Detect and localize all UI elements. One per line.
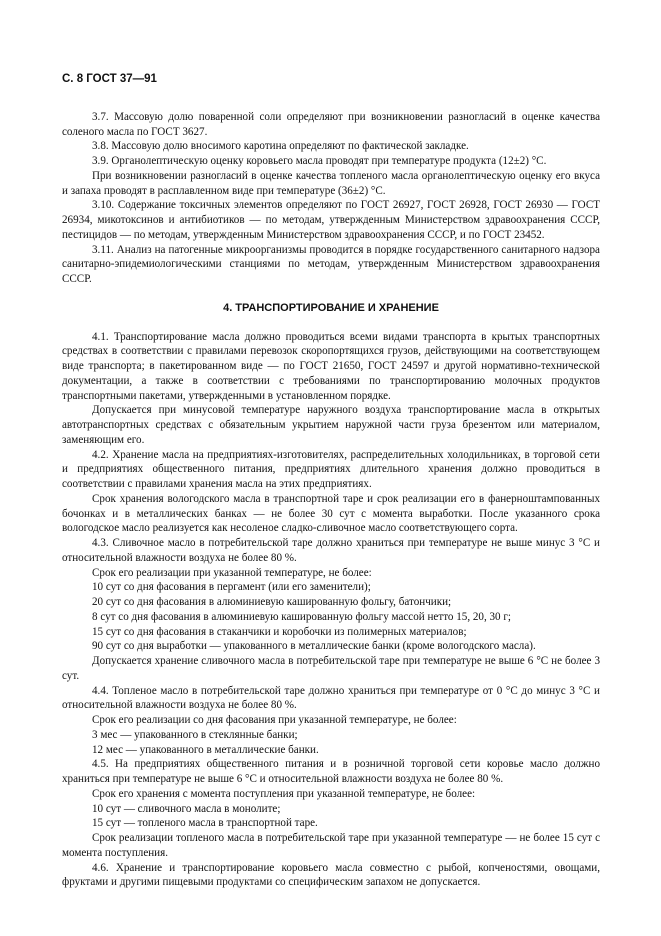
- paragraph: 10 сут — сливочного масла в монолите;: [92, 802, 281, 815]
- paragraph: Допускается хранение сливочного масла в потребительской таре при температуре не выше 6 °С не более 3 сут.: [62, 655, 600, 682]
- paragraph: 3.7. Массовую долю поваренной соли определяют при возникновении разногласий в оценке качества соленого масла по ГОСТ 3627.: [62, 110, 600, 138]
- section-3-paragraphs: [62, 110, 600, 287]
- paragraph: При возникновении разногласий в оценке качества топленого масла органолептическую оценку его вкуса и запаха проводят в расплавленном виде при температуре (36±2) °С.: [62, 169, 600, 197]
- paragraph: 4.1. Транспортирование масла должно проводиться всеми видами транспорта в крытых транспортных средствах в соответствии с правилами перевозок скоропортящихся грузов, действующими на соответствующем виде транспорта; в пакетированном виде — по ГОСТ 21650, ГОСТ 24597 и другой нормативно-технической документации, а также в соответствии с требованиями по транспортированию молочных продуктов транспортными пакетами, утвержденными в установленном порядке.: [62, 330, 600, 402]
- paragraph: 20 сут со дня фасования в алюминиевую кашированную фольгу, батончики;: [92, 596, 452, 608]
- paragraph: 90 сут со дня выработки — упакованного в металлические банки (кроме вологодского масла).: [92, 640, 536, 653]
- section-4-paragraphs: [62, 330, 600, 891]
- paragraph: 4.6. Хранение и транспортирование коровьего масла совместно с рыбой, копченостями, овощами, фруктами и другими пищевыми продуктами со специфическим запахом не допускается.: [62, 861, 600, 889]
- paragraph: Срок реализации топленого масла в потребительской таре при указанной температуре — не более 15 сут с момента поступления.: [62, 832, 600, 859]
- paragraph: 3.10. Содержание токсичных элементов определяют по ГОСТ 26927, ГОСТ 26928, ГОСТ 26930 — ГОСТ 26934, микотоксинов и антибиотиков — по методам, утвержденным Министерством здравоохранения СССР, пестицидов — по методам, утвержденным Министерством здравоохранения СССР, и по ГОСТ 23452.: [62, 199, 600, 241]
- paragraph: 4.5. На предприятиях общественного питания и в розничной торговой сети коровье масло должно храниться при температуре не выше 6 °С и относительной влажности воздуха не более 80 %.: [62, 758, 600, 785]
- paragraph: Срок его хранения с момента поступления при указанной температуре, не более:: [92, 787, 476, 800]
- section-heading: 4. ТРАНСПОРТИРОВАНИЕ И ХРАНЕНИЕ: [223, 301, 439, 314]
- page-header: С. 8 ГОСТ 37—91: [62, 73, 157, 85]
- paragraph: 15 сут со дня фасования в стаканчики и коробочки из полимерных материалов;: [92, 625, 467, 638]
- paragraph: 3.11. Анализ на патогенные микроорганизмы проводится в порядке государственного санитарного надзора санитарно-эпидемиологическими станциями по методам, утвержденным Министерством здравоохранения СССР.: [62, 243, 600, 285]
- paragraph: Срок его реализации со дня фасования при указанной температуре, не более:: [92, 714, 457, 726]
- paragraph: Срок хранения вологодского масла в транспортной таре и срок реализации его в фанерноштампованных бочонках и в металлических банках — не более 30 сут с момента выработки. После указанного срока вологодское масло реализуется как несоленое сладко-сливочное масло соответствующего сорта.: [62, 492, 600, 535]
- paragraph: Срок его реализации при указанной температуре, не более:: [92, 566, 372, 579]
- document-page: [62, 72, 600, 890]
- paragraph: 10 сут со дня фасования в пергамент (или его заменители);: [92, 581, 371, 594]
- paragraph: 3 мес — упакованного в стеклянные банки;: [92, 728, 298, 741]
- paragraph: 3.8. Массовую долю вносимого каротина определяют по фактической закладке.: [92, 140, 469, 153]
- paragraph: 4.3. Сливочное масло в потребительской таре должно храниться при температуре не выше минус 3 °С и относительной влажности воздуха не более 80 %.: [62, 537, 600, 564]
- paragraph: Допускается при минусовой температуре наружного воздуха транспортирование масла в открытых автотранспортных средствах с обязательным укрытием наружной части груза брезентом или материалом, заменяющим его.: [62, 404, 600, 446]
- paragraph: 4.2. Хранение масла на предприятиях-изготовителях, распределительных холодильниках, в торговой сети и предприятиях общественного питания, предприятиях длительного хранения должно проводиться в соответствии с правилами хранения масла на этих предприятиях.: [62, 448, 600, 490]
- paragraph: 3.9. Органолептическую оценку коровьего масла проводят при температуре продукта (12±2) °С.: [92, 155, 547, 167]
- paragraph: 4.4. Топленое масло в потребительской таре должно храниться при температуре от 0 °С до минус 3 °С и относительной влажности воздуха не более 80 %.: [62, 684, 600, 712]
- paragraph: 15 сут — топленого масла в транспортной таре.: [92, 817, 318, 830]
- paragraph: 12 мес — упакованного в металлические банки.: [92, 743, 319, 756]
- paragraph: 8 сут со дня фасования в алюминиевую кашированную фольгу массой нетто 15, 20, 30 г;: [92, 610, 512, 623]
